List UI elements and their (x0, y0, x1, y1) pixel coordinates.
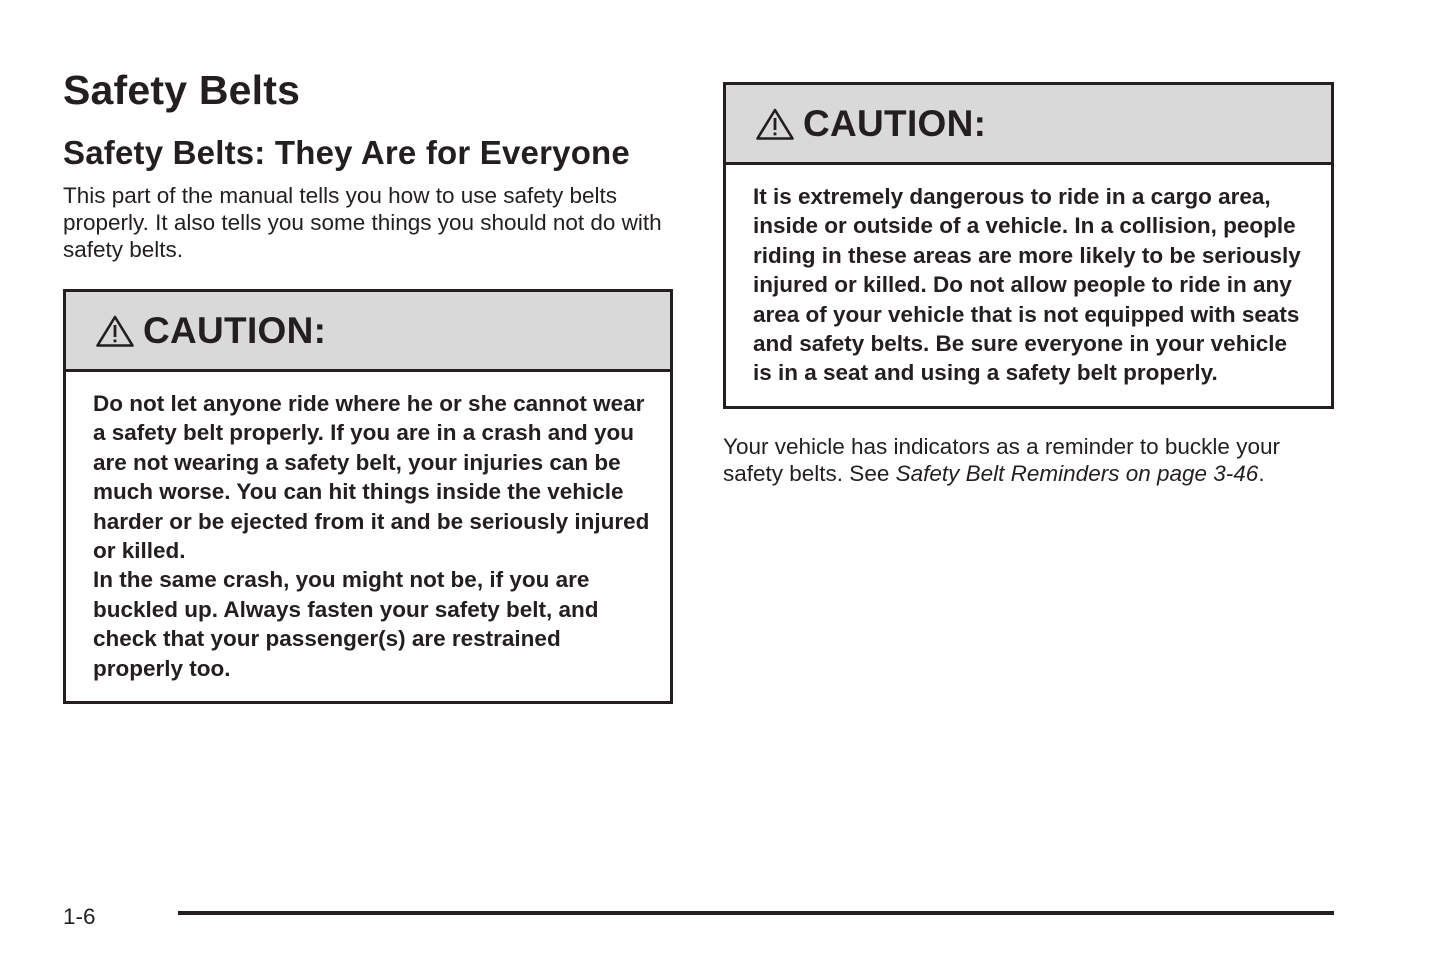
caution-header (726, 85, 1331, 165)
caution-box-left (63, 289, 673, 704)
caution-paragraph: It is extremely dangerous to ride in a cargo area, inside or outside of a vehicle. In a collision, people riding in these areas are more likely to be seriously injured or killed. Do not allow people to ride in any area of your vehicle that is not equipped with seats and safety belts. Be sure everyone in your vehicle is in a seat and using a safety belt properly. (753, 184, 1301, 386)
page-number: 1-6 (63, 904, 96, 929)
subsection-title: Safety Belts: They Are for Everyone (63, 134, 630, 171)
caution-body (726, 165, 1331, 406)
page-reference-link[interactable]: Safety Belt Reminders on page 3-46 (895, 460, 1259, 486)
caution-paragraph: Do not let anyone ride where he or she cannot wear a safety belt properly. If you are in a crash and you are not wearing a safety belt, your injuries can be much worse. You can hit things inside the vehicle harder or be ejected from it and be seriously injured or killed. (93, 391, 650, 564)
caution-paragraph: In the same crash, you might not be, if you are buckled up. Always fasten your safety belt, and check that your passenger(s) are restrained properly too. (93, 567, 599, 681)
reminder-text-end: . (1258, 460, 1265, 486)
intro-paragraph: This part of the manual tells you how to use safety belts properly. It also tells you some things you should not do with safety belts. (63, 183, 662, 262)
footer-rule (178, 911, 1334, 915)
warning-triangle-icon (95, 314, 135, 348)
caution-label: CAUTION: (143, 309, 327, 351)
warning-triangle-icon (755, 107, 795, 141)
reminder-paragraph (723, 433, 1334, 487)
caution-body (66, 372, 670, 701)
reminder-text: Your vehicle has indicators as a reminder to buckle your safety belts. See (723, 433, 1280, 486)
caution-box-right (723, 82, 1334, 409)
caution-label: CAUTION: (803, 102, 987, 144)
right-column (723, 82, 1334, 487)
section-title: Safety Belts (63, 67, 301, 113)
caution-header (66, 292, 670, 372)
left-column (63, 66, 673, 704)
